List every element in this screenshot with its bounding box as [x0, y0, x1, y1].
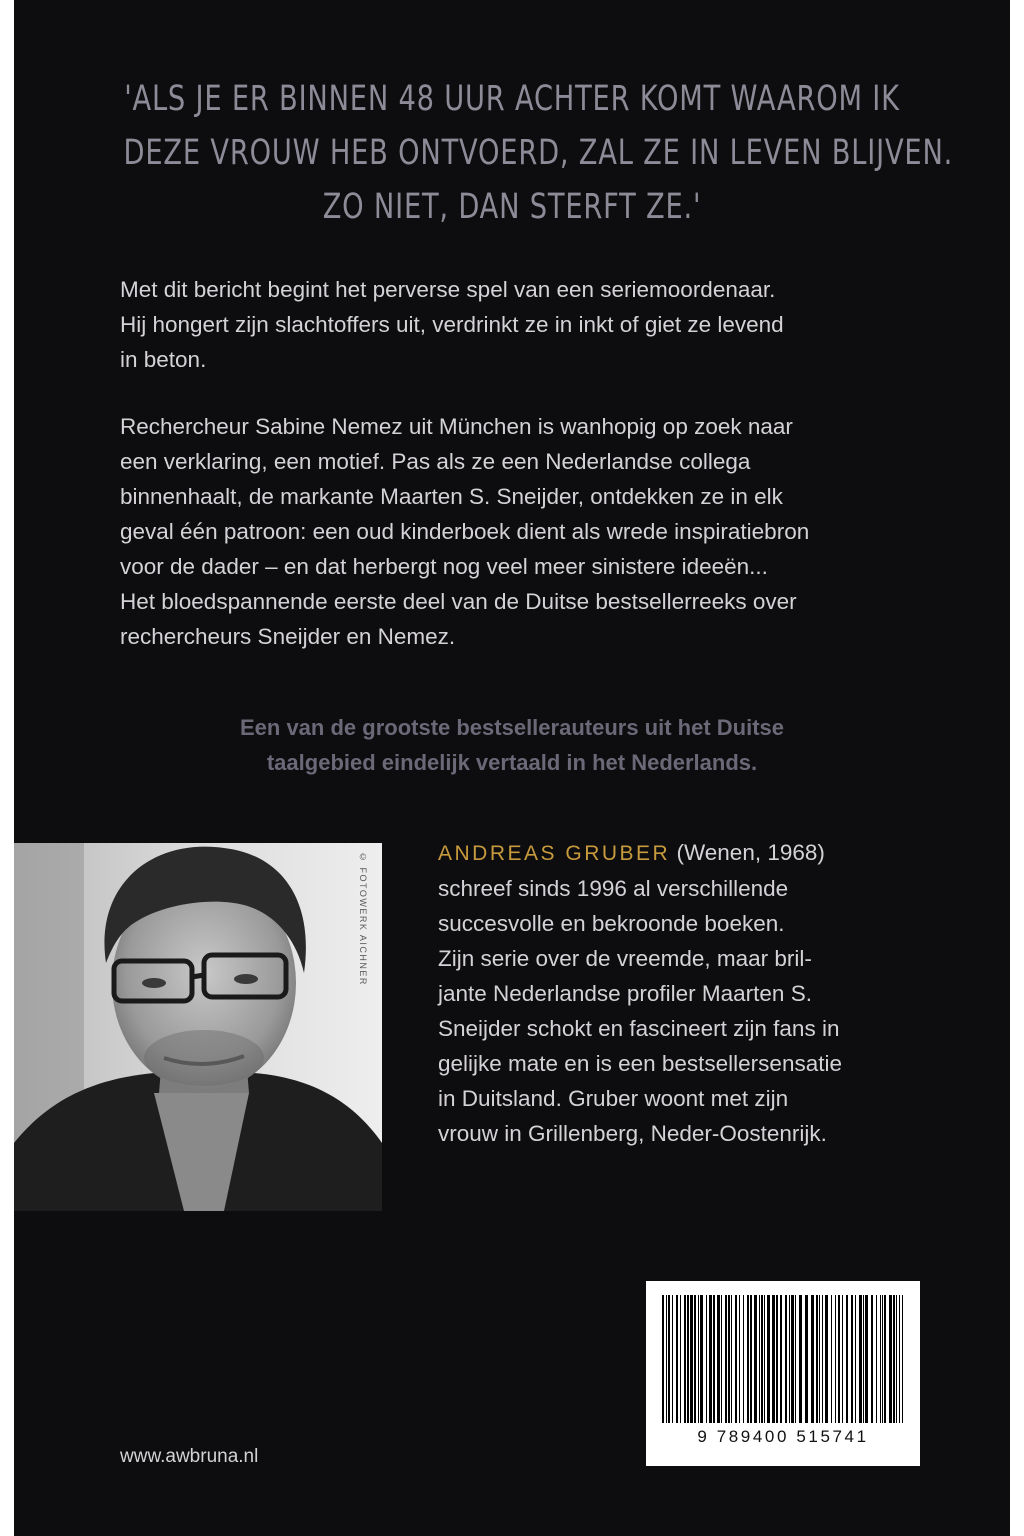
bio-line: vrouw in Grillenberg, Neder-Oostenrijk.: [438, 1121, 827, 1146]
bio-line: Sneijder schokt en fascineert zijn fans in: [438, 1016, 840, 1041]
back-cover: [14, 0, 1010, 1536]
blurb-line: Hij hongert zijn slachtoffers uit, verdrinkt ze in inkt of giet ze levend: [120, 312, 784, 337]
bio-line: succesvolle en bekroonde boeken.: [438, 911, 785, 936]
quote-line: ZO NIET, DAN STERFT ZE.': [322, 187, 702, 227]
blurb-paragraph-1: [120, 272, 920, 377]
quote-line: DEZE VROUW HEB ONTVOERD, ZAL ZE IN LEVEN BLIJVEN.: [123, 133, 954, 173]
bio-line: Zijn serie over de vreemde, maar bril-: [438, 946, 812, 971]
bio-first-line: [438, 835, 938, 871]
author-photo: [14, 843, 382, 1211]
photo-credit: © FOTOWERK AICHNER: [358, 852, 368, 986]
author-name: ANDREAS GRUBER: [438, 842, 671, 865]
author-bio: [438, 835, 938, 1151]
tagline-line: taalgebied eindelijk vertaald in het Nederlands.: [266, 750, 758, 775]
author-birth: (Wenen, 1968): [670, 840, 825, 865]
bio-line: in Duitsland. Gruber woont met zijn: [438, 1086, 789, 1111]
bio-line: jante Nederlandse profiler Maarten S.: [438, 981, 812, 1006]
quote-line: 'ALS JE ER BINNEN 48 UUR ACHTER KOMT WAAROM IK: [124, 79, 900, 119]
blurb-line: Het bloedspannende eerste deel van de Duitse bestsellerreeks over: [120, 589, 797, 614]
tagline: [14, 710, 1010, 780]
barcode-bars: [646, 1281, 920, 1431]
bio-line: schreef sinds 1996 al verschillende: [438, 876, 789, 901]
publisher-website[interactable]: www.awbruna.nl: [120, 1446, 259, 1467]
blurb: [120, 272, 920, 686]
bio-line: gelijke mate en is een bestsellersensatie: [438, 1051, 842, 1076]
tagline-line: Een van de grootste bestsellerauteurs uit het Duitse: [239, 715, 785, 740]
blurb-line: rechercheurs Sneijder en Nemez.: [120, 624, 456, 649]
blurb-line: voor de dader – en dat herbergt nog veel meer sinistere ideeën...: [120, 554, 768, 579]
isbn-number: 9 789400 515741: [697, 1427, 869, 1446]
blurb-line: Rechercheur Sabine Nemez uit München is wanhopig op zoek naar: [120, 414, 793, 439]
cover-quote: [123, 72, 954, 234]
barcode: [646, 1281, 920, 1466]
blurb-line: in beton.: [120, 347, 207, 372]
blurb-line: Met dit bericht begint het perverse spel van een seriemoordenaar.: [120, 277, 776, 302]
blurb-line: een verklaring, een motief. Pas als ze een Nederlandse collega: [120, 449, 751, 474]
blurb-line: geval één patroon: een oud kinderboek dient als wrede inspiratiebron: [120, 519, 810, 544]
blurb-paragraph-2: [120, 409, 920, 654]
blurb-line: binnenhaalt, de markante Maarten S. Sneijder, ontdekken ze in elk: [120, 484, 783, 509]
